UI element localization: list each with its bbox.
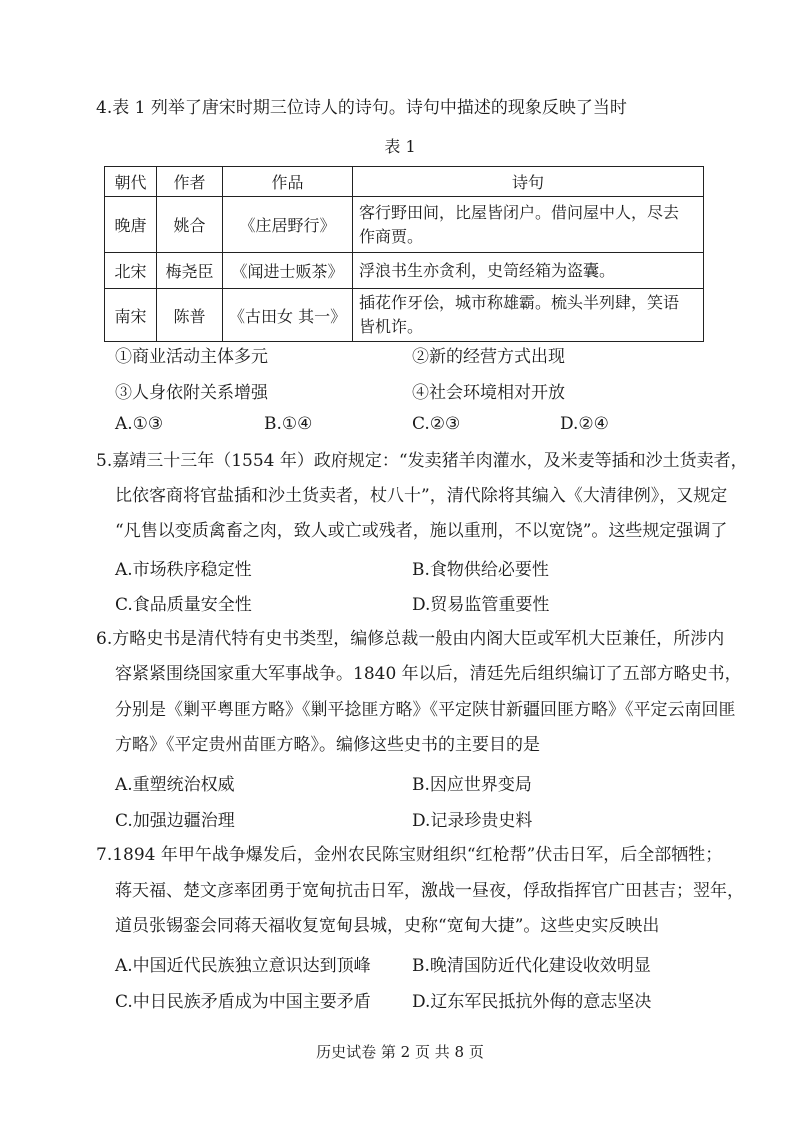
cell-dynasty: 北宋 (105, 253, 157, 289)
q6-option-a: A.重塑统治权威 (115, 775, 235, 795)
statement-1: ①商业活动主体多元 (115, 347, 268, 367)
q5-option-d: D.贸易监管重要性 (412, 595, 550, 615)
cell-dynasty: 南宋 (105, 289, 157, 342)
q4-stem: 4.表 1 列举了唐宋时期三位诗人的诗句。诗句中描述的现象反映了当时 (96, 98, 627, 118)
q4-option-b: B.①④ (264, 414, 313, 434)
q5-stem-line: 5.嘉靖三十三年（1554 年）政府规定：“发卖猪羊肉灌水，及米麦等插和沙土货卖者， (96, 451, 748, 471)
q6-stem-line: 分别是《剿平粤匪方略》《剿平捻匪方略》《平定陕甘新疆回匪方略》《平定云南回匪 (115, 700, 736, 720)
table-row (105, 253, 704, 289)
q5-option-b: B.食物供给必要性 (412, 560, 549, 580)
cell-poem: 浮浪书生亦贪利，史笥经箱为盗囊。 (353, 253, 704, 289)
statement-2: ②新的经营方式出现 (412, 347, 565, 367)
header-poem: 诗句 (353, 167, 704, 197)
q6-stem-line: 容紧紧围绕国家重大军事战争。1840 年以后，清廷先后组织编订了五部方略史书， (115, 664, 742, 684)
poem-line: 插花作牙侩，城市称雄霸。梳头半列肆，笑语 (359, 293, 680, 312)
cell-work: 《闻进士贩茶》 (223, 253, 353, 289)
poem-table (104, 166, 704, 342)
table-caption: 表 1 (384, 137, 416, 156)
header-author: 作者 (157, 167, 223, 197)
q7-stem-line: 蒋天福、楚文彦率团勇于宽甸抗击日军，激战一昼夜，俘敌指挥官广田甚吉；翌年， (115, 881, 744, 901)
q7-option-d: D.辽东军民抵抗外侮的意志坚决 (412, 992, 652, 1012)
q7-option-b: B.晚清国防近代化建设收效明显 (412, 956, 651, 976)
cell-author: 陈普 (157, 289, 223, 342)
cell-dynasty: 晚唐 (105, 197, 157, 253)
q6-option-c: C.加强边疆治理 (115, 811, 235, 831)
q7-option-a: A.中国近代民族独立意识达到顶峰 (115, 956, 371, 976)
cell-poem (353, 289, 704, 342)
q4-option-a: A.①③ (115, 414, 164, 434)
poem-line: 客行野田间，比屋皆闭户。借问屋中人，尽去 (359, 202, 680, 222)
q5-option-a: A.市场秩序稳定性 (115, 560, 252, 580)
q7-option-c: C.中日民族矛盾成为中国主要矛盾 (115, 992, 371, 1012)
q4-option-d: D.②④ (560, 414, 609, 434)
cell-poem (353, 197, 704, 253)
header-work: 作品 (223, 167, 353, 197)
cell-work: 《庄居野行》 (223, 197, 353, 253)
q4-option-c: C.②③ (412, 414, 461, 434)
q6-stem-line: 6.方略史书是清代特有史书类型，编修总裁一般由内阁大臣或军机大臣兼任，所涉内 (96, 629, 725, 649)
table-header-row (105, 167, 704, 197)
q6-option-d: D.记录珍贵史料 (412, 811, 533, 831)
poem-line: 皆机诈。 (359, 317, 424, 336)
table-row (105, 289, 704, 342)
header-dynasty: 朝代 (105, 167, 157, 197)
cell-author: 姚合 (157, 197, 223, 253)
poem-line: 作商贾。 (359, 226, 424, 246)
cell-author: 梅尧臣 (157, 253, 223, 289)
q7-stem-line: 道员张锡銮会同蒋天福收复宽甸县城，史称“宽甸大捷”。这些史实反映出 (115, 916, 660, 936)
table-row (105, 197, 704, 253)
q6-stem-line: 方略》《平定贵州苗匪方略》。编修这些史书的主要目的是 (115, 735, 540, 755)
cell-work: 《古田女 其一》 (223, 289, 353, 342)
statement-4: ④社会环境相对开放 (412, 383, 565, 403)
page-footer: 历史试卷 第 2 页 共 8 页 (316, 1043, 484, 1061)
q5-stem-line: “凡售以变质禽畜之肉，致人或亡或残者，施以重刑，不以宽饶”。这些规定强调了 (115, 521, 728, 541)
q5-stem-line: 比依客商将官盐插和沙土货卖者，杖八十”，清代除将其编入《大清律例》，又规定 (115, 486, 728, 506)
statement-3: ③人身依附关系增强 (115, 383, 268, 403)
q6-option-b: B.因应世界变局 (412, 775, 532, 795)
q7-stem-line: 7.1894 年甲午战争爆发后，金州农民陈宝财组织“红枪帮”伏击日军，后全部牺牲； (96, 845, 723, 865)
q5-option-c: C.食品质量安全性 (115, 595, 252, 615)
